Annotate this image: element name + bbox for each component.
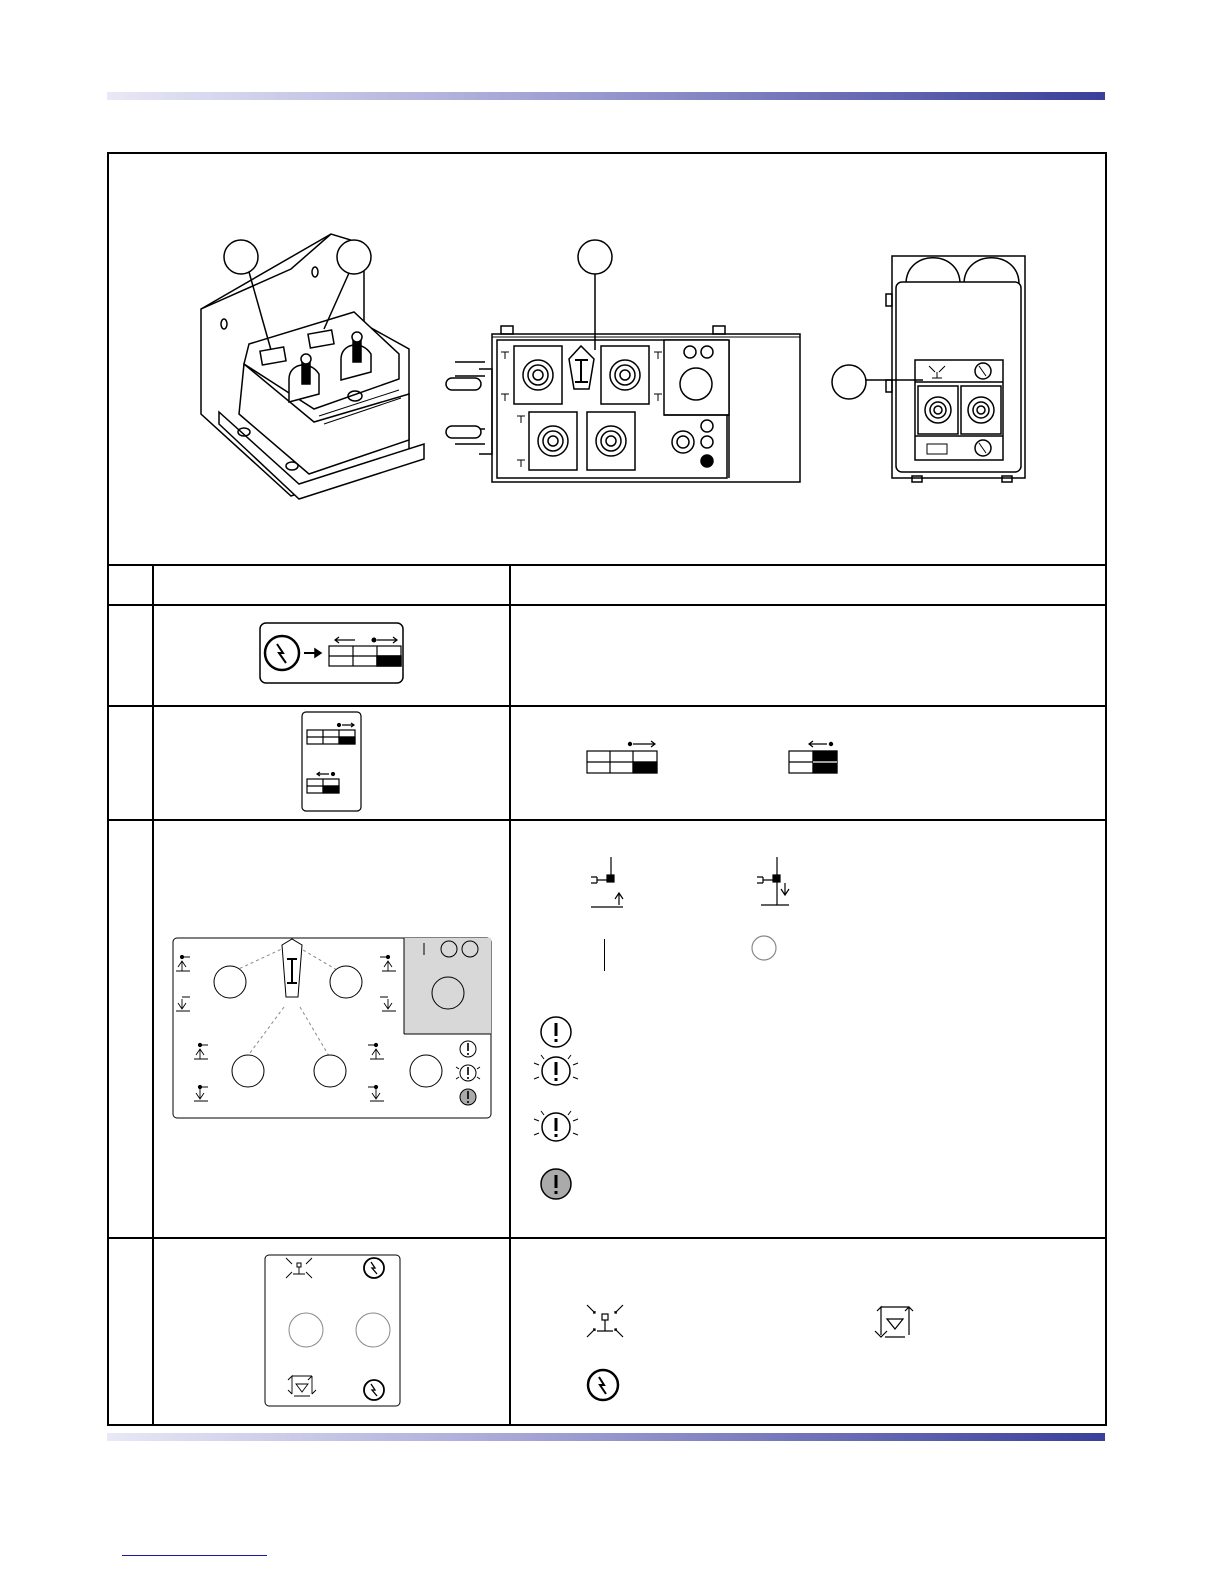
power-icon <box>364 1258 384 1278</box>
warning-solid-icon <box>539 1167 573 1201</box>
direction-selector-decal <box>301 711 363 813</box>
retract-icon <box>589 857 629 913</box>
pattern-block-icon <box>787 739 843 777</box>
indicator-lamp-icon <box>751 935 779 963</box>
footer-rule <box>107 1433 1105 1441</box>
row-3-number <box>109 821 152 1237</box>
row-4-description <box>511 1239 1105 1424</box>
warning-solid-icon <box>460 1089 476 1105</box>
row-2-description <box>511 707 1105 819</box>
retract-icon <box>194 1043 208 1059</box>
warning-flashing-icon <box>531 1109 581 1145</box>
retract-icon <box>380 955 396 971</box>
row-2-number <box>109 707 152 819</box>
dump-icon <box>288 1376 316 1396</box>
figure-table-frame <box>107 152 1107 1426</box>
retract-icon <box>176 955 190 971</box>
pattern-block-icon <box>307 772 339 793</box>
header-rule <box>107 92 1105 100</box>
pattern-block-icon <box>307 723 355 744</box>
control-box-angled-view <box>201 234 424 499</box>
footer-link-underline[interactable] <box>122 1555 267 1556</box>
extend-icon <box>755 857 795 913</box>
compress-icon <box>286 1258 312 1278</box>
compress-icon <box>585 1301 625 1341</box>
pressure-control-decal <box>264 1254 402 1408</box>
row-1-description <box>511 606 1105 705</box>
extend-icon <box>194 1085 208 1101</box>
pressure-control-side-view <box>886 256 1025 482</box>
warning-flashing-icon <box>456 1065 480 1081</box>
row-4-number <box>109 1239 152 1424</box>
pattern-block-icon <box>585 739 661 777</box>
extend-icon <box>368 1085 384 1101</box>
figure-illustration <box>109 154 1105 564</box>
power-switch-decal <box>259 622 405 686</box>
warning-icon <box>539 1015 573 1049</box>
power-icon <box>364 1380 384 1400</box>
extend-icon <box>176 997 190 1011</box>
dump-icon <box>873 1303 917 1343</box>
arrow-right-icon <box>304 649 321 657</box>
row-1-number <box>109 606 152 705</box>
pattern-block-icon <box>329 637 401 666</box>
warning-flashing-icon <box>531 1053 581 1089</box>
retract-icon <box>368 1043 384 1059</box>
power-icon <box>585 1367 621 1403</box>
header-symbol <box>154 566 509 604</box>
warning-icon <box>460 1041 476 1057</box>
extend-icon <box>380 997 396 1011</box>
divider-mark <box>603 939 607 971</box>
valve-block-top-view <box>446 326 800 482</box>
power-icon <box>265 636 299 670</box>
column-divider-1 <box>152 564 154 1424</box>
header-number <box>109 566 152 604</box>
header-description <box>511 566 1105 604</box>
row-3-description <box>511 821 1105 1237</box>
valve-control-panel-decal <box>172 937 494 1121</box>
